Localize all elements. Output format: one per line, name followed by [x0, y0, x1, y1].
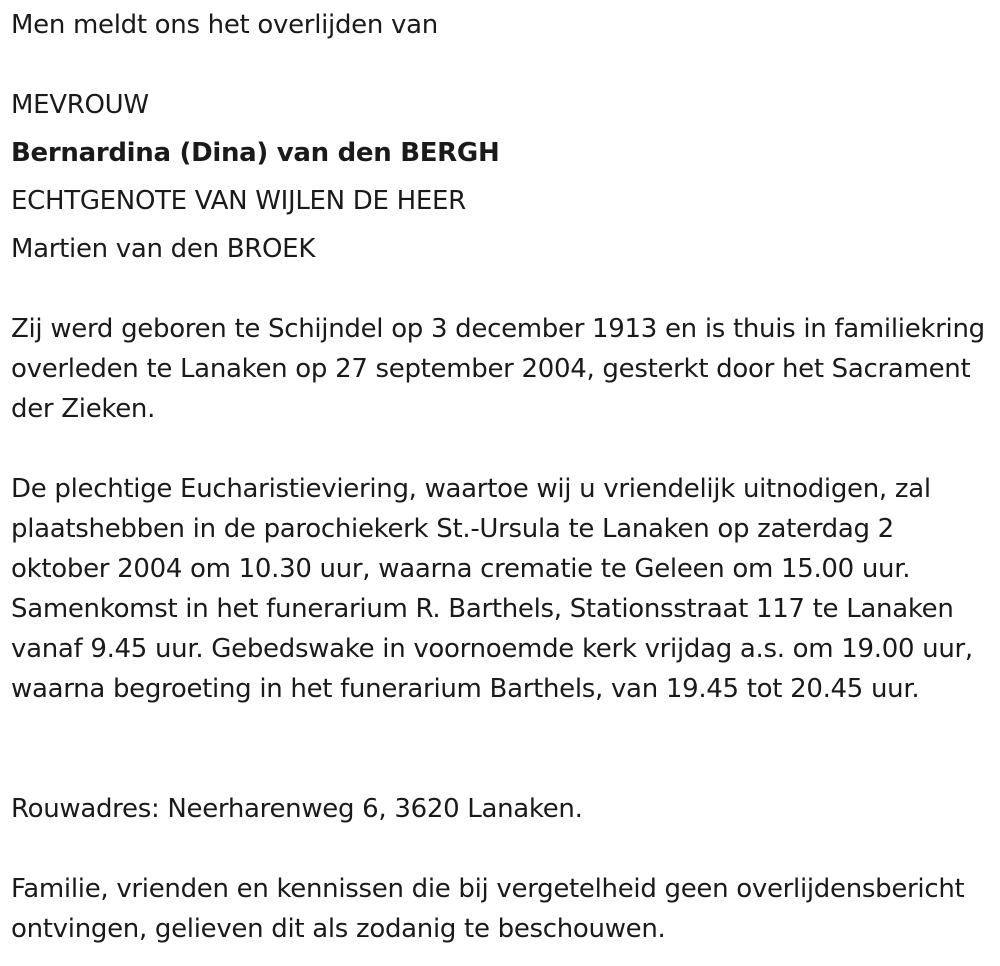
birth-death-paragraph: Zij werd geboren te Schijndel op 3 december 1913 en is thuis in familiekring overleden te Lanaken op 27 september 2004, gesterkt door het Sacrament der Zieken. — [11, 314, 985, 424]
notice-paragraph: Familie, vrienden en kennissen die bij vergetelheid geen overlijdensbericht ontvingen, gelieven dit als zodanig te beschouwen. — [11, 874, 965, 944]
spouse-name: Martien van den BROEK — [11, 234, 316, 264]
spouse-label: ECHTGENOTE VAN WIJLEN DE HEER — [11, 186, 466, 216]
mourning-address: Rouwadres: Neerharenweg 6, 3620 Lanaken. — [11, 794, 583, 824]
honorific: MEVROUW — [11, 90, 149, 120]
intro-text: Men meldt ons het overlijden van — [11, 10, 438, 40]
ceremony-paragraph: De plechtige Eucharistieviering, waartoe wij u vriendelijk uitnodigen, zal plaatshebben in de parochiekerk St.-Ursula te Lanaken op zaterdag 2 oktober 2004 om 10.30 uur, waarna crematie te Geleen om 15.00 uur. Samenkomst in het funerarium R. Barthels, Stationsstraat 117 te Lanaken vanaf 9.45 uur. Gebedswake in voornoemde kerk vrijdag a.s. om 19.00 uur, waarna begroeting in het funerarium Barthels, van 19.45 tot 20.45 uur. — [11, 474, 973, 704]
deceased-name: Bernardina (Dina) van den BERGH — [11, 138, 500, 168]
